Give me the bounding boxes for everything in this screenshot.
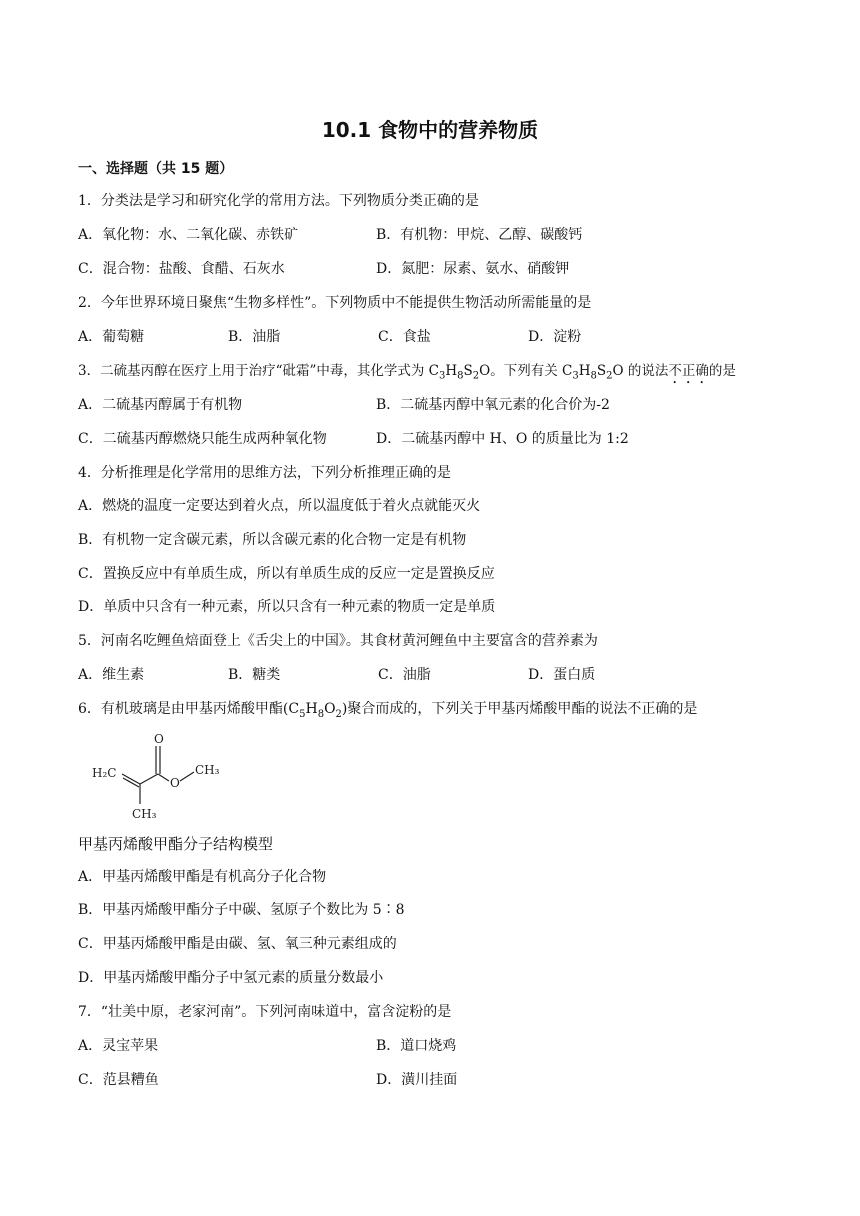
option-b: B．有机物：甲烷、乙醇、碳酸钙	[376, 227, 583, 243]
question-2-options	[78, 328, 778, 346]
stem-text: H	[445, 363, 458, 379]
question-7-stem: 7．“壮美中原，老家河南”。下列河南味道中，富含淀粉的是	[78, 1004, 452, 1020]
subscript: 2	[606, 370, 613, 382]
option-c: C．混合物：盐酸、食醋、石灰水	[78, 261, 285, 277]
stem-text: H	[578, 363, 591, 379]
option-a: A．甲基丙烯酸甲酯是有机高分子化合物	[78, 869, 327, 885]
label-h2c: H₂C	[92, 766, 117, 780]
option-b: B．甲基丙烯酸甲酯分子中碳、氢原子个数比为 5∶8	[78, 902, 405, 918]
option-c: C．甲基丙烯酸甲酯是由碳、氢、氧三种元素组成的	[78, 936, 397, 952]
option-c: C．食盐	[378, 329, 431, 345]
option-d: D．单质中只含有一种元素，所以只含有一种元素的物质一定是单质	[78, 599, 496, 615]
question-7-options-row2	[78, 1071, 778, 1089]
option-a: A．二硫基丙醇属于有机物	[78, 397, 243, 413]
question-1-options-row1	[78, 226, 778, 244]
stem-text: S	[463, 363, 473, 379]
stem-text: 3．二硫基丙醇在医疗上用于治疗“砒霜”中毒，其化学式为 C	[78, 363, 440, 379]
stem-text: O 的说法	[612, 363, 669, 379]
option-a: A．维生素	[78, 667, 145, 683]
label-ester-oxygen: O	[170, 776, 180, 790]
question-3-options-row1	[78, 396, 778, 414]
stem-text: O	[324, 701, 336, 717]
option-d: D．淀粉	[528, 329, 582, 345]
subscript: 8	[457, 370, 464, 382]
question-6-stem	[78, 700, 697, 718]
option-a: A．葡萄糖	[78, 329, 145, 345]
option-b: B．糖类	[228, 667, 281, 683]
question-2-stem: 2．今年世界环境日聚焦“生物多样性”。下列物质中不能提供生物活动所需能量的是	[78, 295, 592, 311]
option-d: D．潢川挂面	[376, 1072, 458, 1088]
stem-text: H	[305, 701, 318, 717]
option-d: D．二硫基丙醇中 H、O 的质量比为 1:2	[376, 431, 629, 447]
stem-text: 6．有机玻璃是由甲基丙烯酸甲酯(C	[78, 701, 300, 717]
option-c: C．置换反应中有单质生成，所以有单质生成的反应一定是置换反应	[78, 566, 495, 582]
label-ch3-bottom: CH₃	[132, 807, 157, 821]
subscript: 5	[299, 708, 306, 720]
molecule-structure-diagram	[92, 730, 242, 825]
subscript: 2	[335, 708, 342, 720]
subscript: 3	[439, 370, 446, 382]
page-title: 10.1 食物中的营养物质	[321, 118, 539, 142]
subscript: 3	[572, 370, 579, 382]
section-heading: 一、选择题（共 15 题）	[78, 161, 234, 177]
option-c: C．油脂	[378, 667, 431, 683]
question-5-stem: 5．河南名吃鲤鱼焙面登上《舌尖上的中国》。其食材黄河鲤鱼中主要富含的营养素为	[78, 633, 598, 649]
option-c: C．范县糟鱼	[78, 1072, 159, 1088]
subscript: 8	[590, 370, 597, 382]
option-a: A．氧化物：水、二氧化碳、赤铁矿	[78, 227, 299, 243]
option-b: B．有机物一定含碳元素，所以含碳元素的化合物一定是有机物	[78, 532, 467, 548]
option-c: C．二硫基丙醇燃烧只能生成两种氧化物	[78, 431, 327, 447]
stem-text: )聚合而成的，下列关于甲基丙烯酸甲酯的说法不正确的是	[341, 701, 698, 717]
question-4-stem: 4．分析推理是化学常用的思维方法，下列分析推理正确的是	[78, 465, 451, 481]
option-b: B．道口烧鸡	[376, 1038, 457, 1054]
subscript: 8	[317, 708, 325, 720]
stem-text: S	[596, 363, 607, 379]
option-a: A．灵宝苹果	[78, 1038, 159, 1054]
stem-text: O。下列有关 C	[479, 363, 573, 379]
option-b: B．二硫基丙醇中氧元素的化合价为-2	[376, 397, 610, 413]
stem-text: 的是	[708, 363, 736, 379]
question-7-options-row1	[78, 1037, 778, 1055]
question-3-options-row2	[78, 430, 778, 448]
subscript: 2	[472, 370, 480, 382]
option-d: D．蛋白质	[528, 667, 596, 683]
option-d: D．甲基丙烯酸甲酯分子中氢元素的质量分数最小	[78, 970, 384, 986]
emphasis-text: 不正确	[668, 363, 709, 379]
question-1-options-row2	[78, 260, 778, 278]
structure-caption: 甲基丙烯酸甲酯分子结构模型	[78, 835, 274, 853]
option-d: D．氮肥：尿素、氨水、硝酸钾	[376, 261, 570, 277]
question-1-stem: 1．分类法是学习和研究化学的常用方法。下列物质分类正确的是	[78, 193, 479, 209]
question-3-stem	[78, 362, 736, 387]
option-b: B．油脂	[228, 329, 281, 345]
label-ch3-right: CH₃	[195, 763, 220, 777]
label-carbonyl-oxygen: O	[154, 732, 164, 746]
question-5-options	[78, 666, 778, 684]
option-a: A．燃烧的温度一定要达到着火点，所以温度低于着火点就能灭火	[78, 498, 481, 514]
